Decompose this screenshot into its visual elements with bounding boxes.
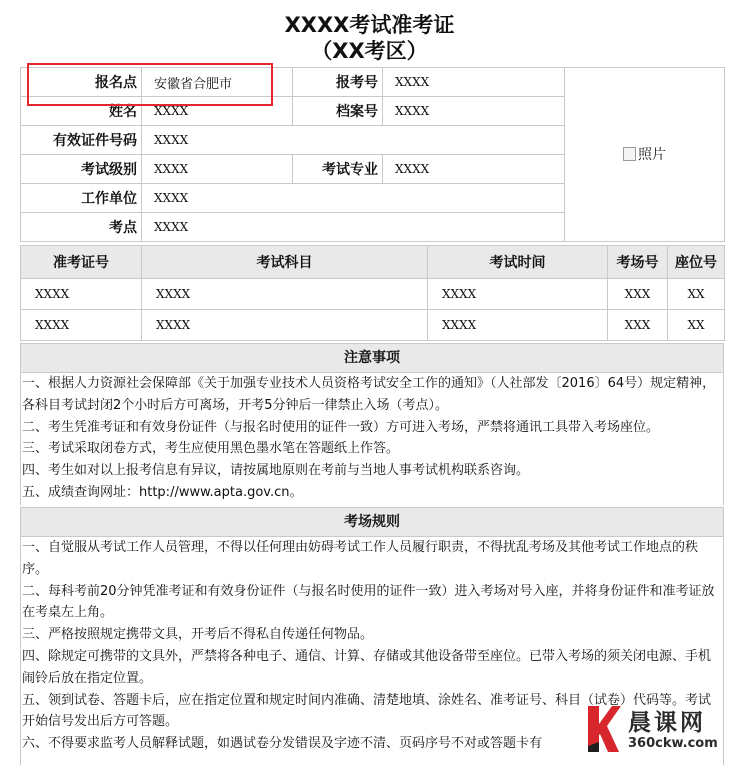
photo-alt-text: 照片 — [638, 147, 666, 163]
rule-item: 五、领到试卷、答题卡后，应在指定位置和规定时间内准确、清楚地填、涂姓名、准考证号、科目（试卷）代码等。考试开始信号发出后方可答题。 — [22, 692, 712, 730]
notice-heading: 注意事项 — [20, 343, 724, 373]
table-cell: XXXX — [142, 279, 428, 310]
rule-item: 六、不得要求监考人员解释试题，如遇试卷分发错误及字迹不清、页码序号不对或答题卡有 — [22, 736, 543, 752]
table-cell: XX — [668, 279, 725, 310]
table-cell: XX — [668, 310, 725, 341]
reg-point-label: 报名点 — [21, 68, 142, 97]
major-value: XXXX — [383, 155, 565, 184]
table-cell: XXXX — [428, 279, 608, 310]
notice-item: 四、考生如对以上报考信息有异议，请按属地原则在考前与当地人事考试机构联系咨询。 — [22, 463, 530, 479]
table-cell: XXXX — [142, 310, 428, 341]
notice-item: 一、根据人力资源社会保障部《关于加强专业技术人员资格考试安全工作的通知》（人社部发〔2016〕64号）规定精神，各科目考试封闭2个小时后方可离场，开考5分钟后一律禁止入场（考点）。 — [22, 376, 716, 413]
table-row — [21, 310, 725, 341]
col-header: 考试科目 — [142, 246, 428, 279]
rule-item: 二、每科考前20分钟凭准考证和有效身份证件（与报名时使用的证件一致）进入考场对号入座，并将身份证件和准考证放在考桌左上角。 — [22, 583, 715, 621]
reg-no-label: 报考号 — [293, 68, 383, 97]
page-subtitle: （XX考区） — [311, 39, 428, 63]
employer-value: XXXX — [142, 184, 565, 213]
broken-image-icon — [623, 147, 636, 161]
site-label: 考点 — [21, 213, 142, 242]
file-no-label: 档案号 — [293, 97, 383, 126]
exam-schedule-table — [20, 245, 725, 341]
name-label: 姓名 — [21, 97, 142, 126]
notice-item: 三、考试采取闭卷方式，考生应使用黑色墨水笔在答题纸上作答。 — [22, 441, 400, 457]
notice-list — [20, 373, 724, 505]
watermark-brand: 晨课网 — [628, 710, 706, 736]
col-header: 准考证号 — [21, 246, 142, 279]
level-value: XXXX — [142, 155, 293, 184]
col-header: 考试时间 — [428, 246, 608, 279]
table-cell: XXXX — [21, 310, 142, 341]
table-cell: XXXX — [21, 279, 142, 310]
id-value: XXXX — [142, 126, 565, 155]
k-logo-icon — [586, 702, 622, 756]
watermark-url: 360ckw.com — [628, 736, 718, 751]
page-title: XXXX考试准考证 — [284, 13, 455, 37]
watermark — [586, 700, 736, 760]
name-value: XXXX — [142, 97, 293, 126]
rule-item: 四、除规定可携带的文具外，严禁将各种电子、通信、计算、存储或其他设备带至座位。已带入考场的须关闭电源、手机闹铃后放在指定位置。 — [22, 648, 712, 686]
photo-cell — [565, 68, 725, 242]
col-header: 座位号 — [668, 246, 725, 279]
id-label: 有效证件号码 — [21, 126, 142, 155]
level-label: 考试级别 — [21, 155, 142, 184]
table-cell: XXXX — [428, 310, 608, 341]
table-cell: XXX — [608, 279, 668, 310]
site-value: XXXX — [142, 213, 565, 242]
major-label: 考试专业 — [293, 155, 383, 184]
table-row — [21, 279, 725, 310]
rule-item: 一、自觉服从考试工作人员管理，不得以任何理由妨碍考试工作人员履行职责，不得扰乱考场及其他考试工作地点的秩序。 — [22, 540, 699, 577]
employer-label: 工作单位 — [21, 184, 142, 213]
reg-no-value: XXXX — [383, 68, 565, 97]
highlight-box — [27, 63, 273, 106]
rule-item: 三、严格按照规定携带文具，开考后不得私自传递任何物品。 — [22, 627, 374, 643]
col-header: 考场号 — [608, 246, 668, 279]
rules-heading: 考场规则 — [20, 507, 724, 537]
reg-point-value: 安徽省合肥市 — [142, 68, 293, 97]
file-no-value: XXXX — [383, 97, 565, 126]
notice-item: 二、考生凭准考证和有效身份证件（与报名时使用的证件一致）方可进入考场，严禁将通讯工具带入考场座位。 — [22, 419, 660, 435]
table-cell: XXX — [608, 310, 668, 341]
notice-item: 五、成绩查询网址：http://www.apta.gov.cn。 — [22, 484, 303, 500]
